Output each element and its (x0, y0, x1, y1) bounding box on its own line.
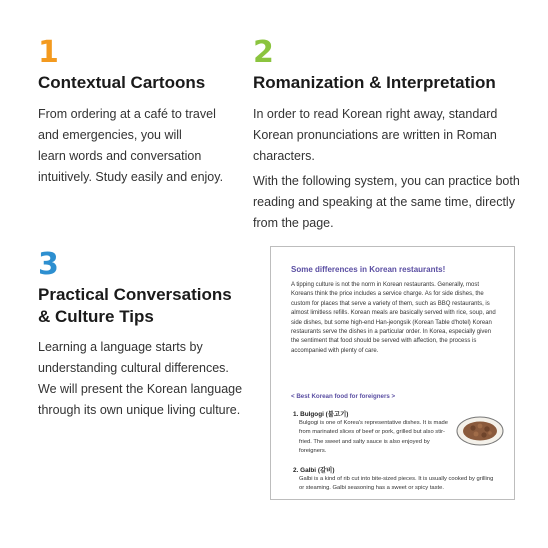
section-3-line: through its own unique living culture. (38, 403, 241, 417)
inset-heading: Some differences in Korean restaurants! (291, 265, 446, 274)
section-2-paragraph: With the following system, you can practice both reading and speaking at the same time, directly from the page. (253, 174, 520, 230)
section-2-paragraph: In order to read Korean right away, standard Korean pronunciations are written in Roman characters. (253, 107, 498, 163)
section-1-text (38, 104, 238, 188)
section-2-number: 2 (253, 35, 274, 70)
section-1-title: Contextual Cartoons (38, 73, 206, 92)
section-2-text (253, 104, 528, 238)
section-1-line: From ordering at a café to travel (38, 107, 216, 121)
bulgogi-plate-icon (456, 415, 504, 447)
inset-item-text: Galbi is a kind of rib cut into bite-sized pieces. It is usually cooked by grilling or steaming. Galbi seasoning has a sweet or spicy taste. (299, 476, 494, 492)
section-3-line: We will present the Korean language (38, 382, 243, 396)
section-2-title: Romanization & Interpretation (253, 73, 496, 92)
section-1-line: learn words and conversation (38, 149, 202, 163)
section-3-line: understanding cultural differences. (38, 361, 229, 375)
inset-subheading: < Best Korean food for foreigners > (291, 393, 396, 400)
inset-paragraph: A tipping culture is not the norm in Korean restaurants. Generally, most Koreans think the price includes a service charge. As for side dishes, the custom for places that serve a variety of them, such as BBQ restaurants, is almost limitless refills. Korean meals are basically served with rice, soup, and side dishes, but some high-end Han-jeongsik (Korean Table d'hotel) Korean restaurants serve the dishes in a particular order. In Korea, especially given the sentiment that food should be served with affection, the process is accompanied with plenty of care. (291, 282, 496, 354)
section-1-number: 1 (38, 35, 59, 70)
inset-item-text: Bulgogi is one of Korea's representative dishes. It is made from marinated slices of beef or pork, grilled but also stir-fried. The sweet and salty sauce is also enjoyed by foreigners. (299, 420, 449, 454)
section-3-title-line: & Culture Tips (38, 307, 154, 326)
section-3-line: Learning a language starts by (38, 340, 203, 354)
section-3-number: 3 (38, 247, 59, 282)
section-1-line: and emergencies, you will (38, 128, 182, 142)
section-3-title-line: Practical Conversations (38, 285, 232, 304)
inset-item-title: 2. Galbi (갈비) (293, 467, 335, 474)
sample-page-inset (270, 246, 515, 500)
inset-item-title: 1. Bulgogi (불고기) (293, 411, 349, 418)
section-3-text (38, 337, 258, 421)
section-3-title (38, 284, 258, 328)
section-1-line: intuitively. Study easily and enjoy. (38, 170, 224, 184)
